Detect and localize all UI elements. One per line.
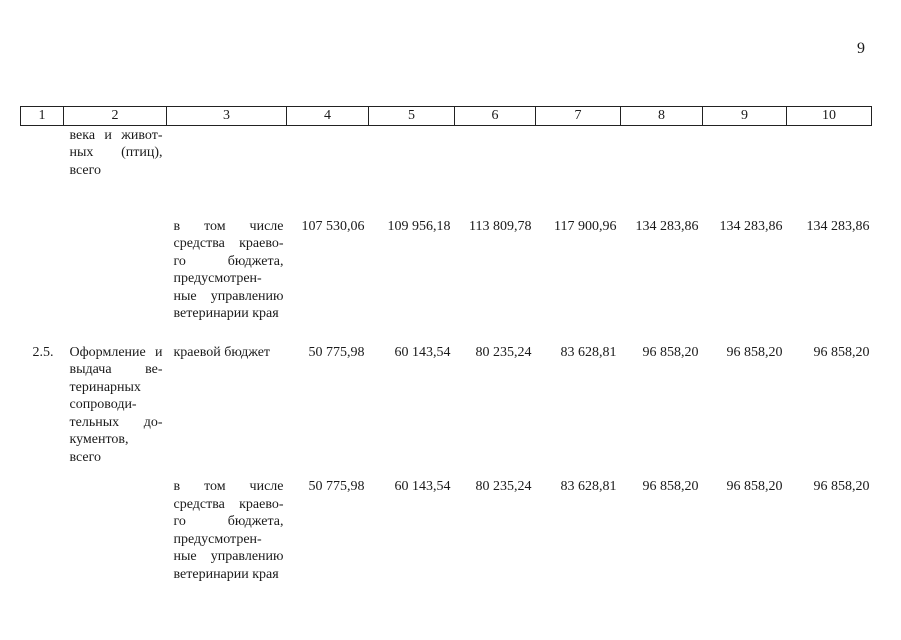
value-cell (536, 125, 621, 190)
row-number: 2.5. (32, 344, 54, 360)
activity-name: века и живот-ных (птиц), всего (69, 127, 163, 178)
table-row (21, 466, 872, 583)
value-cell (455, 125, 536, 190)
activity-name (64, 190, 167, 332)
value-cell: 134 283,86 (806, 218, 870, 234)
funding-source: в том числе средства краево-го бюджета, предусмотрен-ные управлению ветеринарии края (173, 479, 284, 582)
value-cell: 113 809,78 (469, 218, 532, 234)
column-header: 5 (369, 107, 455, 126)
value-cell: 117 900,96 (554, 218, 617, 234)
column-header: 8 (621, 107, 703, 126)
page-number: 9 (857, 40, 865, 57)
value-cell: 96 858,20 (726, 344, 783, 360)
activity-name: Оформление и выдача ве-теринарных сопроводи-тельных до-кументов, всего (69, 344, 163, 465)
column-header: 3 (167, 107, 287, 126)
column-header: 7 (536, 107, 621, 126)
table-header (21, 107, 872, 126)
value-cell: 50 775,98 (308, 344, 365, 360)
value-cell: 83 628,81 (560, 344, 617, 360)
table-row (21, 190, 872, 332)
row-number (21, 190, 64, 332)
value-cell: 83 628,81 (560, 479, 617, 494)
value-cell: 60 143,54 (394, 479, 451, 494)
row-number (21, 466, 64, 583)
table-row (21, 125, 872, 190)
table-row (21, 332, 872, 467)
value-cell: 96 858,20 (726, 479, 783, 494)
funding-source (167, 125, 287, 190)
column-header: 2 (64, 107, 167, 126)
value-cell (369, 125, 455, 190)
column-header: 6 (455, 107, 536, 126)
activity-name (64, 466, 167, 583)
value-cell: 96 858,20 (642, 479, 699, 494)
value-cell: 109 956,18 (387, 218, 451, 234)
budget-table (20, 106, 872, 583)
value-cell (703, 125, 787, 190)
funding-source: краевой бюджет (173, 344, 271, 360)
column-header: 10 (787, 107, 872, 126)
value-cell: 96 858,20 (813, 479, 870, 494)
column-header: 4 (287, 107, 369, 126)
column-header: 1 (21, 107, 64, 126)
value-cell: 96 858,20 (642, 344, 699, 360)
header-row (21, 107, 872, 126)
value-cell: 134 283,86 (635, 218, 699, 234)
row-number (21, 125, 64, 190)
value-cell: 134 283,86 (719, 218, 783, 234)
value-cell (787, 125, 872, 190)
value-cell (621, 125, 703, 190)
column-header: 9 (703, 107, 787, 126)
value-cell: 60 143,54 (394, 344, 451, 360)
value-cell: 107 530,06 (301, 218, 365, 234)
value-cell: 96 858,20 (813, 344, 870, 360)
funding-source: в том числе средства краево-го бюджета, предусмотрен-ные управлению ветеринарии края (173, 218, 284, 321)
value-cell: 50 775,98 (308, 479, 365, 494)
value-cell: 80 235,24 (475, 344, 532, 360)
value-cell: 80 235,24 (475, 479, 532, 494)
value-cell (287, 125, 369, 190)
